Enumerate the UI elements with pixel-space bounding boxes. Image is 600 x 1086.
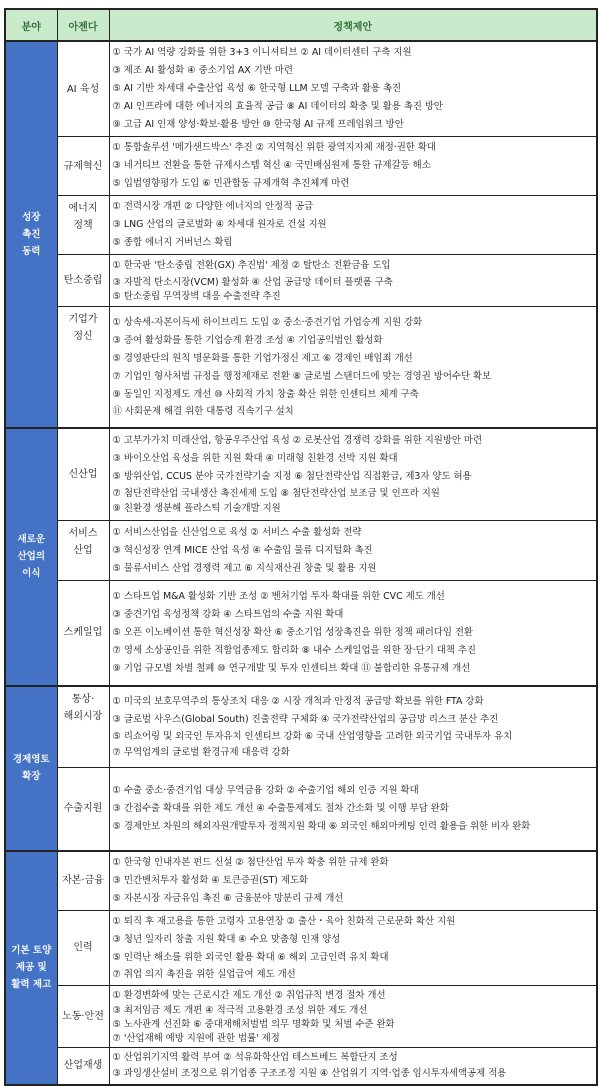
agenda-cell: 산업재생 xyxy=(57,1047,109,1085)
policy-items-cell xyxy=(109,428,597,521)
table-row xyxy=(5,768,597,851)
policy-item: ⑦ 기업인 형사처벌 규정을 행정제재로 전환 ⑧ 글로벌 스탠더드에 맞는 경영권 방어수단 확보 xyxy=(112,371,492,383)
policy-item: ③ 자발적 탄소시장(VCM) 활성화 ④ 산업 공급망 데이터 플랫폼 구축 xyxy=(112,277,393,288)
policy-items-cell xyxy=(109,910,597,985)
policy-items-cell xyxy=(109,1047,597,1085)
policy-item: ③ 과잉생산설비 조정으로 위기업종 구조조정 지원 ④ 산업위기 지역·업종 임시투자세액공제 적용 xyxy=(112,1067,507,1079)
policy-item: ⑨ 기업 규모별 차별 철폐 ⑩ 연구개발 및 투자 인센티브 확대 ⑪ 불합리한 유통규제 개선 xyxy=(112,662,471,674)
policy-items-cell xyxy=(109,41,597,137)
policy-items-cell xyxy=(109,686,597,768)
policy-item: ③ 간접수출 확대를 위한 제도 개선 ④ 수출통제제도 절차 간소화 및 이행 부담 완화 xyxy=(112,802,449,814)
policy-item: ① 한국판 '탄소중립 전환(GX) 추진법' 제정 ② 탈탄소 전환금융 도입 xyxy=(112,260,391,271)
agenda-cell: AI 육성 xyxy=(57,41,109,137)
policy-item: ③ 증여 활성화를 통한 기업승계 환경 조성 ④ 기업공익법인 활성화 xyxy=(112,335,383,347)
policy-items-cell xyxy=(109,768,597,851)
policy-item: ⑤ 오픈 이노베이션 통한 혁신성장 확산 ⑥ 중소기업 성장촉진을 위한 정책 패러다임 전환 xyxy=(112,626,473,638)
table-header-row xyxy=(5,9,597,41)
category-cell: 경제영토 확장 xyxy=(5,686,57,851)
policy-items-cell xyxy=(109,985,597,1047)
policy-item: ⑤ 리쇼어링 및 외국인 투자유치 인센티브 강화 ⑥ 국내 산업영향을 고려한 외국기업 국내투자 유치 xyxy=(112,731,513,743)
policy-item: ⑤ 방위산업, CCUS 분야 국가전략기술 지정 ⑥ 첨단전략산업 직접환급, 제3자 양도 허용 xyxy=(112,471,472,483)
policy-item: ⑤ 입법영향평가 도입 ⑥ 민관합동 규제개혁 추진체계 마련 xyxy=(112,178,350,189)
header-field: 분야 xyxy=(5,9,57,41)
policy-item: ⑦ 영세 소상공인을 위한 적합업종제도 합리화 ⑧ 내수 스케일업을 위한 장·단기 대책 추진 xyxy=(112,644,476,656)
policy-item: ① 퇴직 후 재고용을 통한 고령자 고용연장 ② 출산・육아 친화적 근로문화 확산 지원 xyxy=(112,916,456,927)
agenda-cell: 통상· 해외시장 xyxy=(57,686,109,768)
policy-items-cell xyxy=(109,581,597,686)
table-row xyxy=(5,1047,597,1085)
policy-item: ⑤ 인력난 해소를 위한 외국인 활용 확대 ⑥ 해외 고급인력 유치 확대 xyxy=(112,952,389,963)
policy-items-cell xyxy=(109,307,597,428)
policy-item: ③ LNG 산업의 글로벌화 ④ 차세대 원자로 건설 지원 xyxy=(112,219,327,230)
policy-item: ⑤ AI 기반 차세대 수출산업 육성 ⑥ 한국형 LLM 모델 구축과 활용 촉진 xyxy=(112,83,402,94)
policy-item: ⑤ 물류서비스 산업 경쟁력 제고 ⑥ 지식재산권 창출 및 활용 지원 xyxy=(112,562,377,574)
policy-item: ⑦ 취업 의지 촉진을 위한 실업급여 제도 개선 xyxy=(112,969,296,980)
policy-item: ⑤ 노사관계 선진화 ⑥ 중대재해처벌법 의무 명확화 및 처벌 수준 완화 xyxy=(112,1018,395,1030)
category-cell: 새로운 산업의 이식 xyxy=(5,428,57,686)
policy-table-container xyxy=(4,8,596,1086)
policy-item: ① 전력시장 개편 ② 다양한 에너지의 안정적 공급 xyxy=(112,201,314,212)
policy-item: ① 상속세-자본이득세 하이브리드 도입 ② 중소·중견기업 가업승계 지원 강화 xyxy=(112,317,423,329)
policy-item: ① 서비스산업을 신산업으로 육성 ② 서비스 수출 활성화 전략 xyxy=(112,526,362,538)
policy-item: ① 환경변화에 맞는 근로시간 제도 개선 ② 취업규칙 변경 절차 개선 xyxy=(112,989,386,1001)
table-row xyxy=(5,196,597,255)
policy-item: ⑤ 경영판단의 원칙 명문화를 통한 기업가정신 제고 ⑥ 경제인 배임죄 개선 xyxy=(112,353,413,365)
policy-item: ⑤ 탄소중립 무역장벽 대응 수출전략 추진 xyxy=(112,291,281,302)
policy-item: ③ 청년 일자리 창출 지원 확대 ④ 수요 맞춤형 인재 양성 xyxy=(112,934,341,945)
policy-item: ① 통합솔루션 '메가샌드박스' 추진 ② 지역혁신 위한 광역지자체 재정·권한 확대 xyxy=(112,142,436,153)
policy-items-cell xyxy=(109,196,597,255)
table-row xyxy=(5,581,597,686)
policy-item: ① 산업위기지역 활력 부여 ② 석유화학산업 테스트베드 복합단지 조성 xyxy=(112,1051,398,1063)
policy-item: ① 스타트업 M&A 활성화 기반 조성 ② 벤처기업 투자 확대를 위한 CVC 제도 개선 xyxy=(112,590,445,602)
category-cell: 성장 촉진 동력 xyxy=(5,41,57,428)
policy-item: ⑦ AI 인프라에 대한 에너지의 효율적 공급 ⑧ AI 데이터의 확충 및 활용 촉진 방안 xyxy=(112,101,443,112)
policy-item: ③ 민간벤처투자 활성화 ④ 토큰증권(ST) 제도화 xyxy=(112,874,309,886)
policy-item: ③ 네거티브 전환을 통한 규제시스템 혁신 ④ 국민배심원제 통한 규제갈등 해소 xyxy=(112,160,431,171)
table-row xyxy=(5,521,597,581)
agenda-cell: 수출지원 xyxy=(57,768,109,851)
policy-item: ⑪ 사회문제 해결 위한 대통령 직속기구 설치 xyxy=(112,406,294,418)
policy-items-cell xyxy=(109,255,597,307)
policy-proposal-table xyxy=(4,8,598,1086)
policy-item: ⑤ 자본시장 자금유입 촉진 ⑥ 금융분야 망분리 규제 개선 xyxy=(112,892,344,904)
policy-items-cell xyxy=(109,521,597,581)
policy-item: ① 국가 AI 역량 강화를 위한 3+3 이니셔티브 ② AI 데이터센터 구축 지원 xyxy=(112,47,412,58)
policy-items-cell xyxy=(109,137,597,196)
table-row xyxy=(5,428,597,521)
policy-item: ① 수출 중소·중견기업 대상 무역금융 강화 ② 수출기업 해외 인증 지원 확대 xyxy=(112,784,419,796)
table-row xyxy=(5,137,597,196)
policy-item: ⑦ 무역업계의 글로벌 환경규제 대응력 강화 xyxy=(112,747,290,759)
agenda-cell: 규제혁신 xyxy=(57,137,109,196)
policy-item: ⑤ 종합 에너지 거버넌스 확립 xyxy=(112,237,233,248)
policy-item: ⑨ 친환경 생분해 플라스틱 기술개발 지원 xyxy=(112,503,281,515)
policy-item: ⑨ 동일인 지정제도 개선 ⑩ 사회적 가치 창출 확산 위한 인센티브 체계 구축 xyxy=(112,389,419,401)
agenda-cell: 서비스 산업 xyxy=(57,521,109,581)
agenda-cell: 자본·금융 xyxy=(57,851,109,911)
policy-item: ⑦ 첨단전략산업 국내생산 촉진세제 도입 ⑧ 첨단전략산업 보조금 및 인프라 지원 xyxy=(112,488,440,500)
policy-item: ③ 혁신성장 연계 MICE 산업 육성 ④ 수출입 물류 디지털화 촉진 xyxy=(112,544,373,556)
header-agenda: 아젠다 xyxy=(57,9,109,41)
table-row xyxy=(5,307,597,428)
agenda-cell: 인력 xyxy=(57,910,109,985)
agenda-cell: 노동·안전 xyxy=(57,985,109,1047)
agenda-cell: 신산업 xyxy=(57,428,109,521)
table-row xyxy=(5,851,597,911)
policy-item: ③ 바이오산업 육성을 위한 지원 확대 ④ 미래형 친환경 선박 지원 확대 xyxy=(112,453,398,465)
policy-item: ⑤ 경제안보 차원의 해외자원개발투자 정책지원 확대 ⑥ 외국인 해외마케팅 인력 활용을 위한 비자 완화 xyxy=(112,820,531,832)
policy-items-cell xyxy=(109,851,597,911)
policy-item: ③ 글로벌 사우스(Global South) 진출전략 구체화 ④ 국가전략산업의 공급망 리스크 분산 추진 xyxy=(112,714,499,726)
agenda-cell: 탄소중립 xyxy=(57,255,109,307)
policy-item: ⑨ 고급 AI 인재 양성·확보·활용 방안 ⑩ 한국형 AI 규제 프레임워크 방안 xyxy=(112,119,404,130)
table-row xyxy=(5,41,597,137)
table-row xyxy=(5,910,597,985)
policy-item: ① 미국의 보호무역주의 통상조치 대응 ② 시장 개척과 안정적 공급망 확보를 위한 FTA 강화 xyxy=(112,696,484,708)
policy-item: ① 고부가가치 미래산업, 항공우주산업 육성 ② 로봇산업 경쟁력 강화를 위한 지원방안 마련 xyxy=(112,435,483,447)
agenda-cell: 스케일업 xyxy=(57,581,109,686)
policy-item: ⑦ '산업재해 예방 지원에 관한 법률' 제정 xyxy=(112,1032,280,1044)
table-row xyxy=(5,985,597,1047)
table-row xyxy=(5,255,597,307)
agenda-cell: 에너지 정책 xyxy=(57,196,109,255)
header-policy-proposal: 정책제안 xyxy=(109,9,597,41)
table-row xyxy=(5,686,597,768)
policy-item: ③ 최저임금 제도 개편 ④ 적극적 고용환경 조성 위한 제도 개선 xyxy=(112,1004,368,1016)
policy-item: ③ 중견기업 육성정책 강화 ④ 스타트업의 수출 지원 확대 xyxy=(112,608,344,620)
policy-item: ① 한국형 인내자본 펀드 신설 ② 첨단산업 투자 확충 위한 규제 완화 xyxy=(112,856,389,868)
category-cell: 기본 토양 제공 및 활력 제고 xyxy=(5,851,57,1085)
policy-item: ③ 제조 AI 활성화 ④ 중소기업 AX 기반 마련 xyxy=(112,65,293,76)
agenda-cell: 기업가 정신 xyxy=(57,307,109,428)
